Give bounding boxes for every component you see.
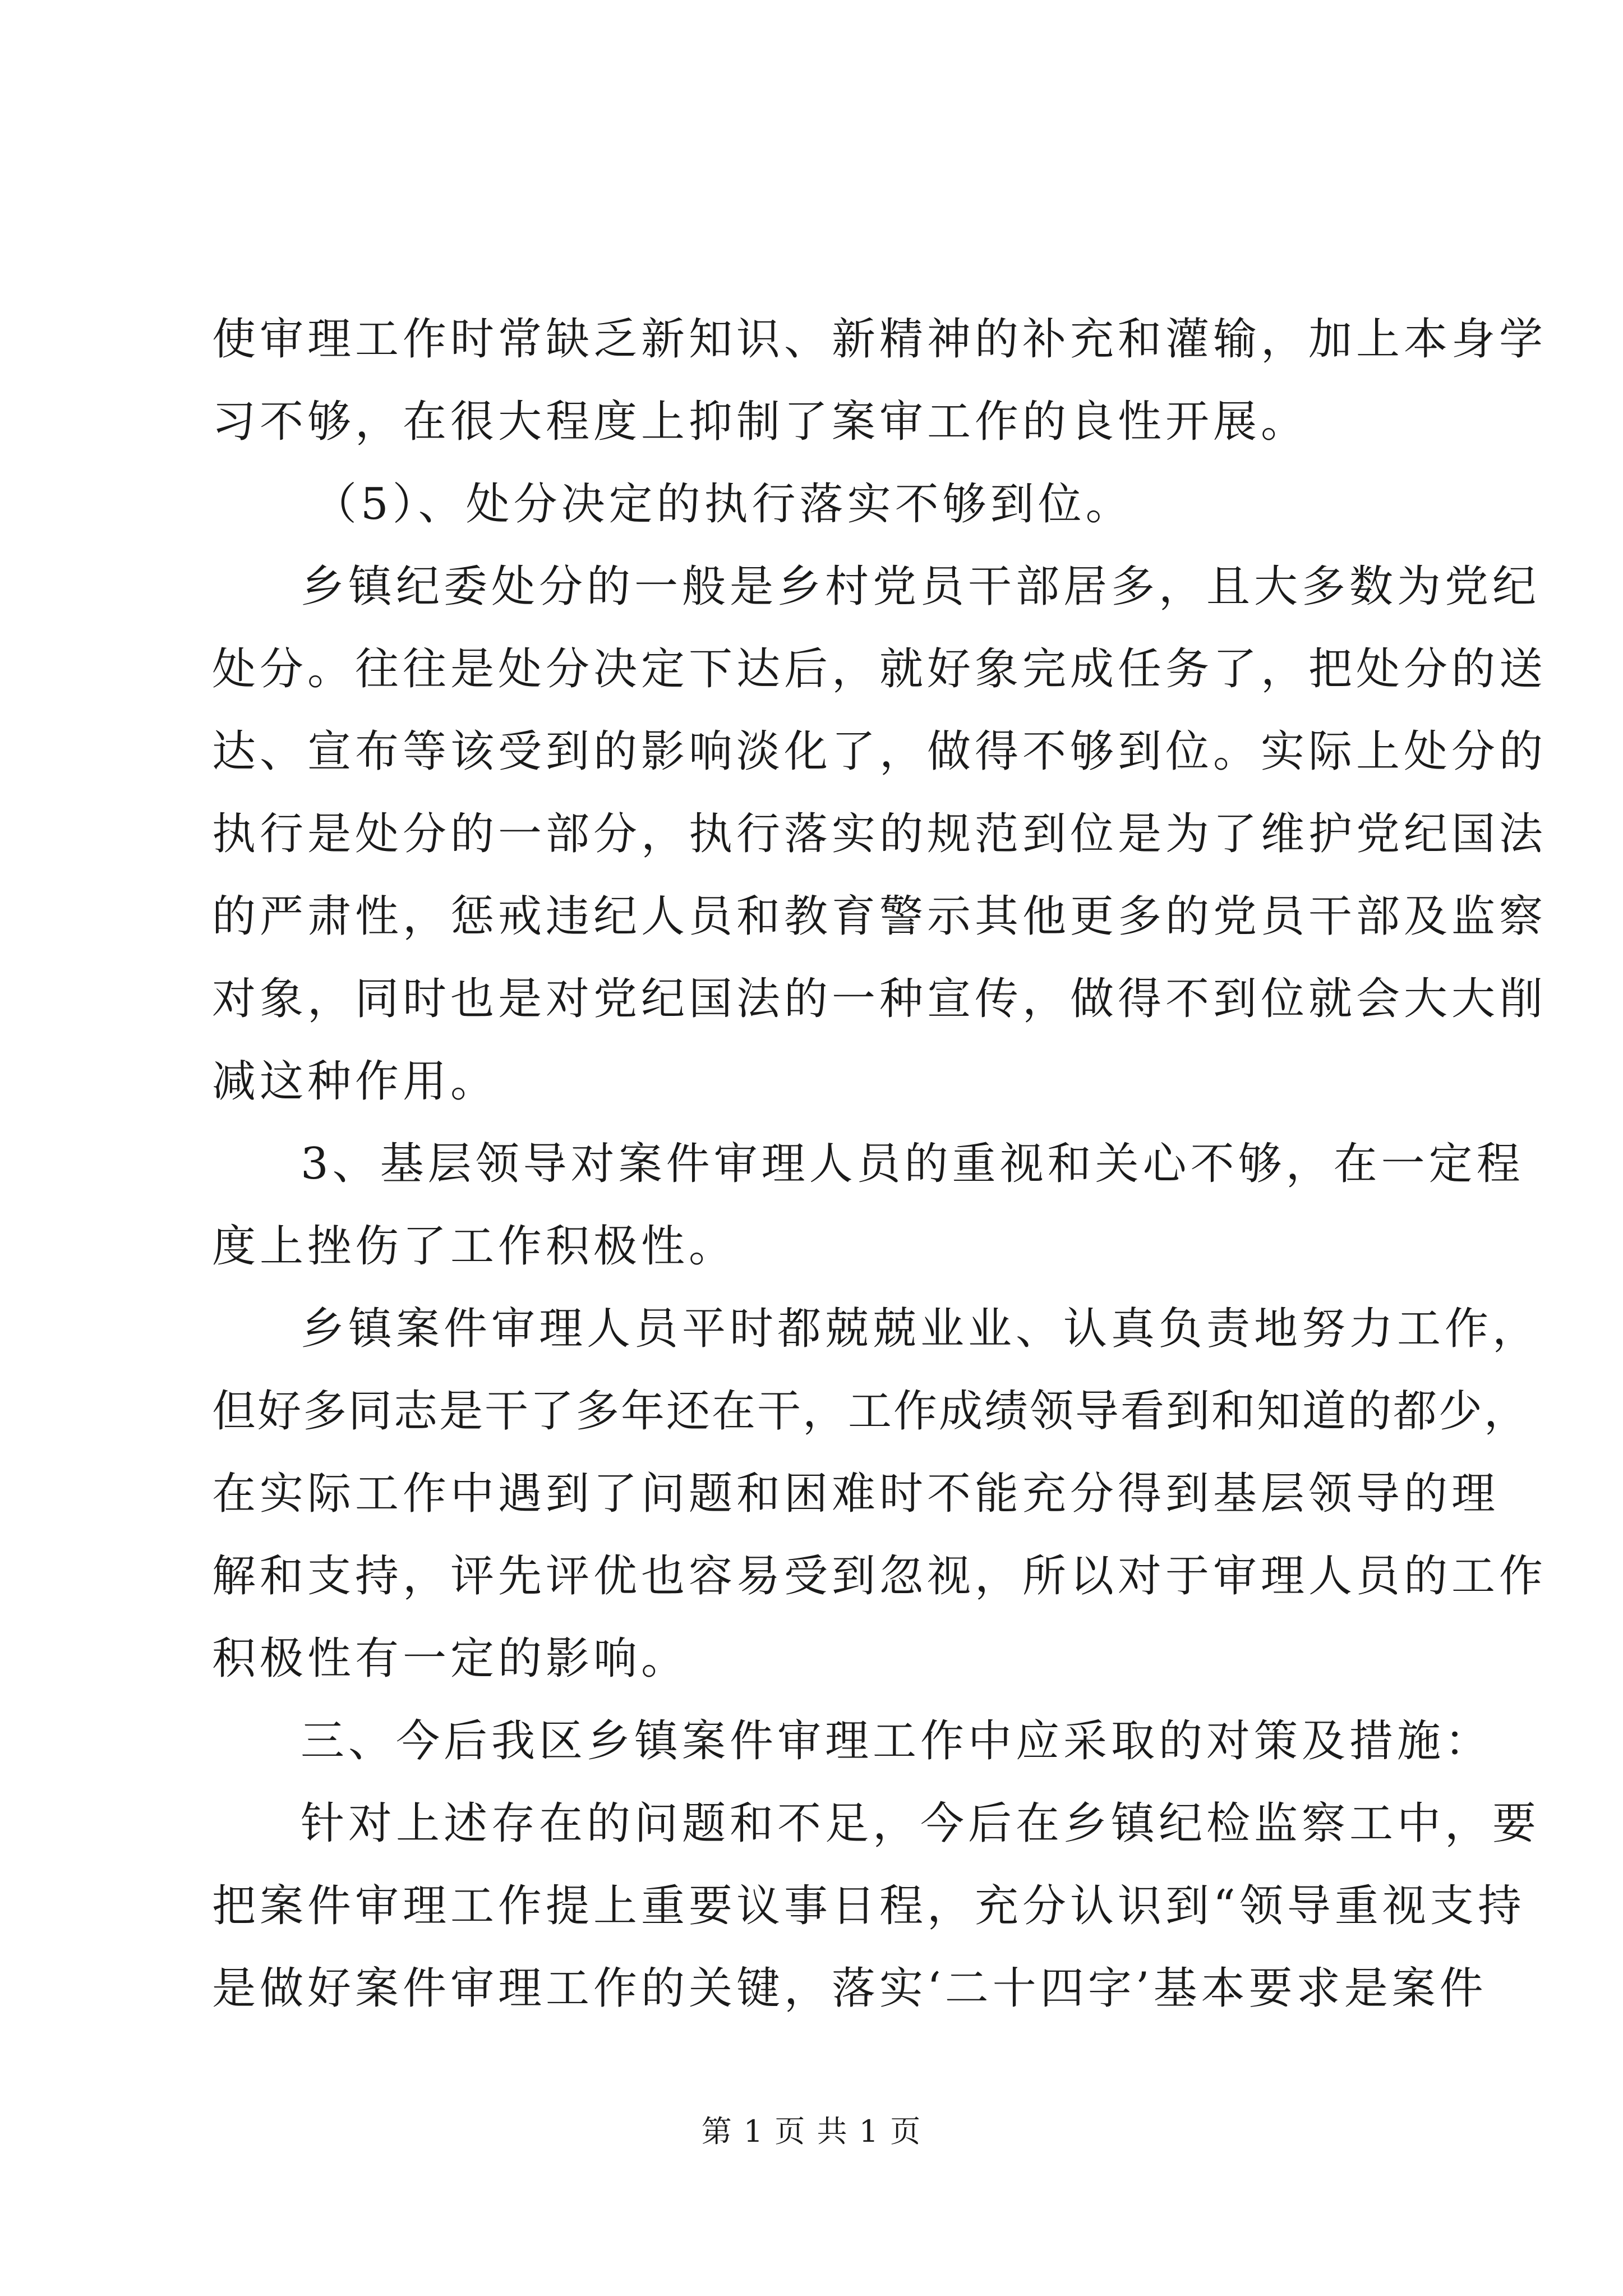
text-line: 乡镇案件审理人员平时都兢兢业业、认真负责地努力工作，	[301, 1304, 1541, 1354]
text-line: （5）、处分决定的执行落实不够到位。	[313, 479, 1133, 530]
text-line: 但好多同志是干了多年还在干，工作成绩领导看到和知道的都少，	[212, 1386, 1530, 1437]
text-line: 解和支持，评先评优也容易受到忽视，所以对于审理人员的工作	[212, 1551, 1547, 1602]
text-line: 执行是处分的一部分，执行落实的规范到位是为了维护党纪国法	[212, 809, 1547, 859]
text-line: 对象，同时也是对党纪国法的一种宣传，做得不到位就会大大削	[212, 974, 1547, 1024]
text-line: 使审理工作时常缺乏新知识、新精神的补充和灌输，加上本身学	[212, 314, 1547, 365]
page-number-footer: 第 1 页 共 1 页	[701, 2114, 922, 2149]
text-line: 是做好案件审理工作的关键，落实‘二十四字’基本要求是案件	[212, 1963, 1487, 2014]
text-line: 把案件审理工作提上重要议事日程，充分认识到“领导重视支持	[212, 1881, 1525, 1931]
text-line: 在实际工作中遇到了问题和困难时不能充分得到基层领导的理	[212, 1469, 1500, 1519]
text-line: 达、宣布等该受到的影响淡化了，做得不够到位。实际上处分的	[212, 726, 1547, 777]
text-line: 度上挫伤了工作积极性。	[212, 1221, 737, 1272]
text-line: 积极性有一定的影响。	[212, 1634, 689, 1684]
text-line: 处分。往往是处分决定下达后，就好象完成任务了，把处分的送	[212, 644, 1547, 694]
text-line: 习不够，在很大程度上抑制了案审工作的良性开展。	[212, 397, 1309, 447]
text-line: 的严肃性，惩戒违纪人员和教育警示其他更多的党员干部及监察	[212, 891, 1547, 942]
text-line: 减这种作用。	[212, 1056, 499, 1107]
text-line: 3、基层领导对案件审理人员的重视和关心不够，在一定程	[301, 1139, 1524, 1189]
text-line: 针对上述存在的问题和不足，今后在乡镇纪检监察工中，要	[301, 1798, 1541, 1849]
text-line: 乡镇纪委处分的一般是乡村党员干部居多，且大多数为党纪	[301, 562, 1541, 612]
section-heading: 三、今后我区乡镇案件审理工作中应采取的对策及措施：	[301, 1716, 1493, 1766]
